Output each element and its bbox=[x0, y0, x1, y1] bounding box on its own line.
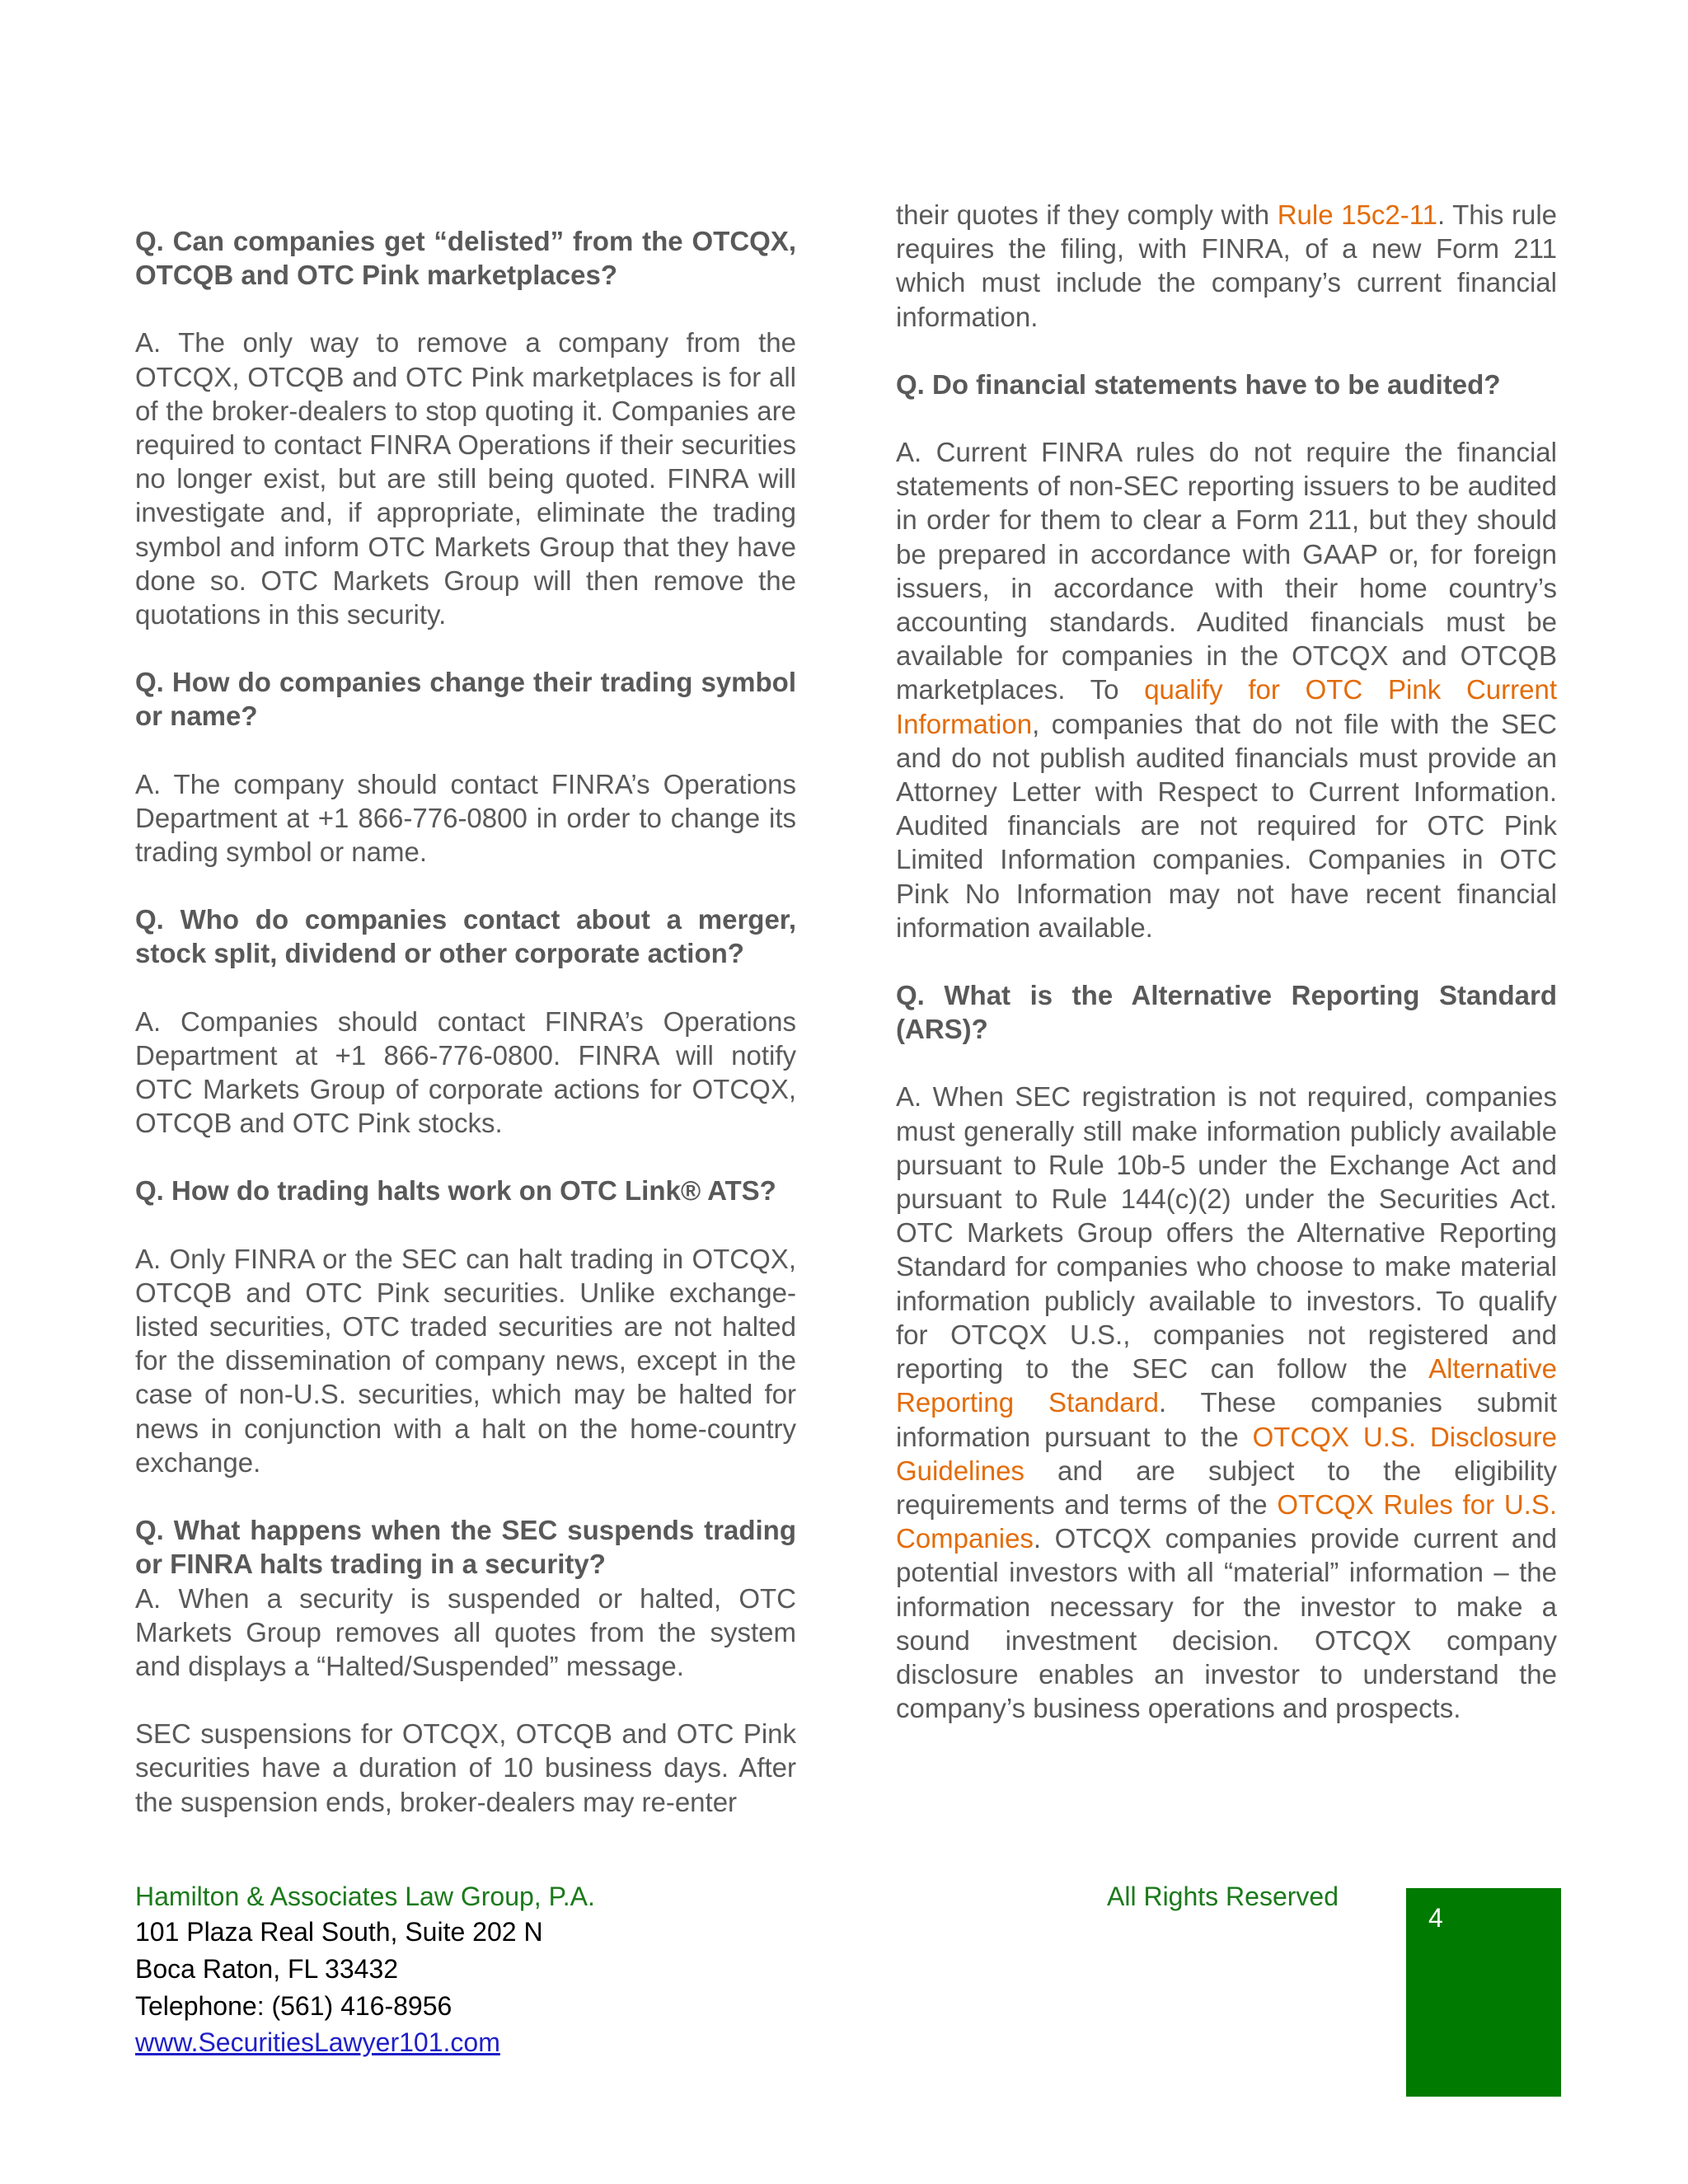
answer-trading-halts: A. Only FINRA or the SEC can halt trading in OTCQX, OTCQB and OTC Pink securities. Unlike exchange-listed securities, OTC traded securities are not halted for the dissemination of company news, except in the case of non-U.S. securities, which may be halted for news in conjunction with a halt on the home-country exchange. bbox=[135, 1243, 796, 1478]
right-column bbox=[896, 198, 1557, 1725]
text-segment: , companies that do not file with the SEC and do not publish audited financials must provide an Attorney Letter with Respect to Current Information. Audited financials are not required for OTC Pink Limited Information companies. Companies in OTC Pink No Information may not have recent financial information available. bbox=[896, 708, 1557, 943]
text-segment: A. When SEC registration is not required, companies must generally still make information publicly available pursuant to Rule 10b-5 under the Exchange Act and pursuant to Rule 144(c)(2) under the Securities Act. OTC Markets Group offers the Alternative Reporting Standard for companies who choose to make material information publicly available to investors. To qualify for OTCQX U.S., companies not registered and reporting to the SEC can follow the bbox=[896, 1081, 1557, 1385]
text-segment: A. Current FINRA rules do not require the financial statements of non-SEC reporting issuers to be audited in order for them to clear a Form 211, but they should be prepared in accordance with GAAP or, for foreign issuers, in accordance with their home country’s accounting standards. Audited financials must be available for companies in the OTCQX and OTCQB marketplaces. To bbox=[896, 437, 1557, 705]
link-rule-15c2-11[interactable]: Rule 15c2-11 bbox=[1277, 199, 1437, 230]
answer-delisted: A. The only way to remove a company from the OTCQX, OTCQB and OTC Pink marketplaces is for all of the broker-dealers to stop quoting it. Companies are required to contact FINRA Operations if their securities no longer exist, but are still being quoted. FINRA will investigate and, if appropriate, eliminate the trading symbol and inform OTC Markets Group that they have done so. OTC Markets Group will then remove the quotations in this security. bbox=[135, 327, 796, 630]
text-segment: . This rule requires the filing, with FINRA, of a new Form 211 which must include the company’s current financial information. bbox=[896, 199, 1558, 332]
text-segment: and are subject to the eligibility requirements and terms of the bbox=[896, 1455, 1557, 1520]
answer-corporate-action: A. Companies should contact FINRA’s Operations Department at +1 866-776-0800. FINRA will notify OTC Markets Group of corporate actions for OTCQX, OTCQB and OTC Pink stocks. bbox=[135, 1005, 796, 1139]
footer-address-line1: 101 Plaza Real South, Suite 202 N bbox=[135, 1917, 543, 1947]
paragraph-suspension-duration: SEC suspensions for OTCQX, OTCQB and OTC Pink securities have a duration of 10 business days. After the suspension ends, broker-dealers may re-enter bbox=[135, 1718, 796, 1817]
question-ars: Q. What is the Alternative Reporting Standard (ARS)? bbox=[896, 980, 1557, 1045]
left-column bbox=[135, 224, 796, 1819]
text-segment: . OTCQX companies provide current and potential investors with all “material” information – the information necessary for the investor to make a sound investment decision. OTCQX company disclosure enables an investor to understand the company’s business operations and prospects. bbox=[896, 1523, 1557, 1724]
question-corporate-action: Q. Who do companies contact about a merger, stock split, dividend or other corporate action? bbox=[135, 904, 796, 969]
text-segment: their quotes if they comply with bbox=[896, 199, 1278, 230]
paragraph-rule-15c2-11 bbox=[896, 198, 1557, 334]
question-change-symbol: Q. How do companies change their trading symbol or name? bbox=[135, 667, 796, 732]
answer-audited bbox=[896, 435, 1557, 944]
question-trading-halts: Q. How do trading halts work on OTC Link® ATS? bbox=[135, 1175, 776, 1207]
text-segment: . These companies submit information pursuant to the bbox=[896, 1387, 1557, 1452]
footer-rights: All Rights Reserved bbox=[1107, 1882, 1339, 1911]
question-delisted: Q. Can companies get “delisted” from the OTCQX, OTCQB and OTC Pink marketplaces? bbox=[135, 226, 796, 291]
question-sec-suspends: Q. What happens when the SEC suspends trading or FINRA halts trading in a security? bbox=[135, 1515, 796, 1580]
footer-website-link[interactable]: www.SecuritiesLawyer101.com bbox=[135, 2027, 500, 2057]
footer-firm-name: Hamilton & Associates Law Group, P.A. bbox=[135, 1882, 595, 1911]
answer-change-symbol: A. The company should contact FINRA’s Operations Department at +1 866-776-0800 in order to change its trading symbol or name. bbox=[135, 768, 796, 868]
page-number: 4 bbox=[1428, 1903, 1443, 1933]
link-otcqx-rules-us-companies[interactable]: OTCQX Rules for U.S. Companies bbox=[896, 1488, 1557, 1554]
footer-address-line2: Boca Raton, FL 33432 bbox=[135, 1954, 399, 1984]
answer-ars bbox=[896, 1080, 1557, 1725]
link-alternative-reporting-standard[interactable]: Alternative Reporting Standard bbox=[896, 1353, 1557, 1418]
footer-telephone: Telephone: (561) 416-8956 bbox=[135, 1991, 452, 2021]
page-number-box bbox=[1406, 1888, 1561, 2097]
question-audited: Q. Do financial statements have to be audited? bbox=[896, 368, 1501, 400]
answer-sec-suspends: A. When a security is suspended or halted, OTC Markets Group removes all quotes from the system and displays a “Halted/Suspended” message. bbox=[135, 1582, 796, 1681]
link-otcqx-disclosure-guidelines[interactable]: OTCQX U.S. Disclosure Guidelines bbox=[896, 1421, 1557, 1486]
link-otc-pink-current-information[interactable]: qualify for OTC Pink Current Information bbox=[896, 674, 1557, 739]
